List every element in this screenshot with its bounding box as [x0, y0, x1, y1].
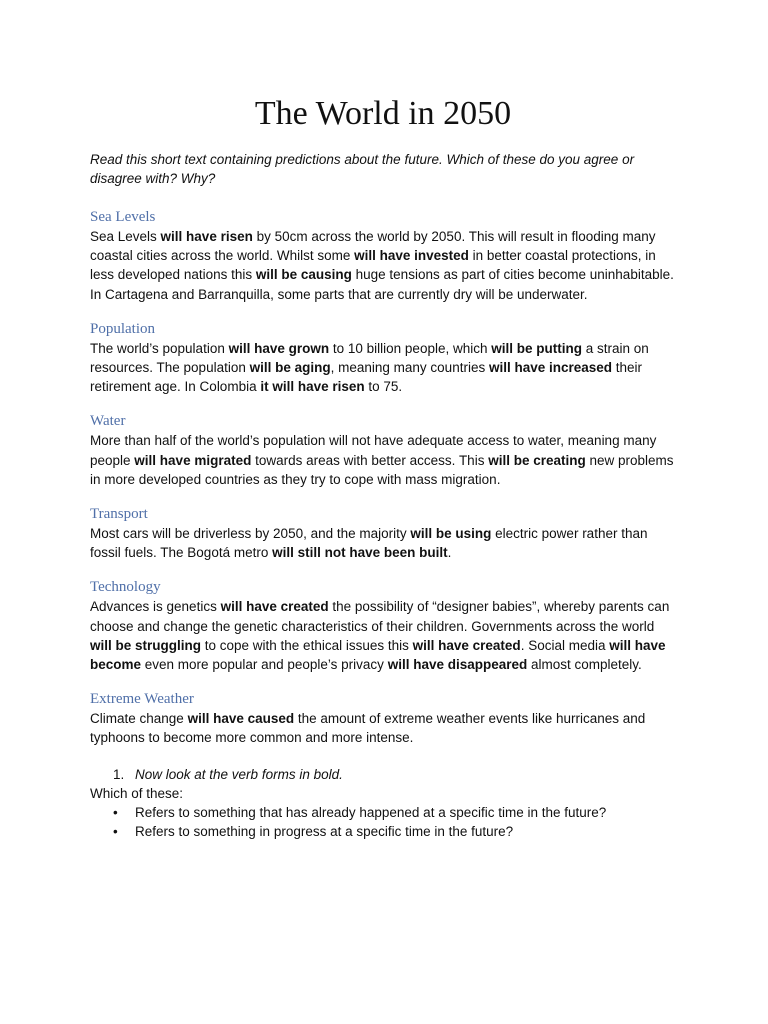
text-run: The world’s population — [90, 340, 229, 356]
section-paragraph — [90, 227, 676, 304]
text-run: Climate change — [90, 711, 188, 727]
text-run: to 10 billion people, which — [329, 340, 492, 356]
text-run: the amount of extreme weather events like hurricanes and typhoons to become more common and more intense. — [90, 711, 646, 746]
section-heading: Extreme Weather — [90, 691, 194, 708]
text-run: , meaning many countries — [330, 360, 489, 376]
bold-verb-form: will have increased — [488, 360, 613, 376]
bullet-icon: • — [113, 824, 118, 840]
text-run: almost completely. — [527, 657, 642, 673]
text-run: even more popular and people’s privacy — [141, 657, 388, 673]
bold-verb-form: it will have risen — [260, 379, 365, 395]
bold-verb-form: will still not have been built — [272, 545, 448, 561]
text-run: in better coastal protections, in less developed nations this — [90, 248, 656, 283]
text-run: Advances is genetics — [90, 599, 221, 615]
text-run: to 75. — [364, 379, 403, 395]
list-item-text: Refers to something in progress at a specific time in the future? — [135, 824, 514, 840]
text-run: to cope with the ethical issues this — [201, 637, 413, 653]
bold-verb-form: will have risen — [160, 229, 253, 244]
bold-verb-form: will have disappeared — [387, 657, 528, 673]
task-bullet-list — [90, 803, 676, 842]
text-run: the possibility of “designer babies”, whereby parents can choose and change the genetic characteristics of their children. Governments across the world — [90, 599, 670, 634]
section-heading: Sea Levels — [90, 209, 156, 225]
bold-verb-form: will have created — [412, 637, 521, 653]
section-paragraph — [90, 709, 676, 747]
list-item — [113, 822, 676, 842]
text-run: . — [447, 545, 452, 561]
bold-verb-form: will have grown — [228, 340, 330, 356]
task-which: Which of these: — [90, 785, 184, 801]
bold-verb-form: will have become — [90, 637, 666, 673]
text-run: electric power rather than fossil fuels. The Bogotá metro — [90, 526, 648, 561]
text-run: Most cars will be driverless by 2050, and the majority — [90, 526, 411, 542]
bold-verb-form: will be using — [410, 526, 492, 542]
section-extreme-weather — [90, 689, 676, 747]
section-paragraph — [90, 431, 676, 489]
bold-verb-form: will have migrated — [134, 452, 252, 468]
bullet-icon: • — [113, 804, 118, 820]
section-heading: Technology — [90, 579, 161, 596]
bold-verb-form: will have created — [220, 599, 329, 615]
task-instruction-text: Now look at the verb forms in bold. — [135, 766, 343, 782]
text-run: towards areas with better access. This — [251, 452, 489, 468]
bold-verb-form: will be putting — [491, 340, 582, 356]
text-run: by 50cm across the world by 2050. This will result in flooding many coastal cities across the world. Whilst some — [90, 229, 656, 264]
section-heading: Transport — [90, 506, 148, 523]
bold-verb-form: will have invested — [354, 248, 469, 264]
section-paragraph — [90, 597, 676, 674]
text-run: huge tensions as part of cities become uninhabitable. In Cartagena and Barranquilla, some parts that are currently dry will be underwater. — [90, 267, 674, 302]
task-instruction — [90, 765, 676, 784]
section-heading: Water — [90, 413, 126, 430]
section-paragraph — [90, 339, 676, 397]
list-item — [113, 803, 676, 823]
bold-verb-form: will be struggling — [90, 637, 201, 653]
intro-text: Read this short text containing predictions about the future. Which of these do you agree or disagree with? Why? — [90, 152, 635, 186]
bold-verb-form: will have caused — [187, 711, 295, 727]
section-transport — [90, 504, 676, 562]
section-water — [90, 411, 676, 489]
section-population — [90, 319, 676, 397]
section-sea-levels — [90, 207, 676, 304]
page-title: The World in 2050 — [254, 95, 512, 132]
task-number: 1. — [113, 766, 125, 782]
text-run: Sea Levels — [90, 229, 161, 244]
section-paragraph — [90, 524, 676, 562]
list-item-text: Refers to something that has already happened at a specific time in the future? — [135, 804, 607, 820]
bold-verb-form: will be creating — [488, 452, 586, 468]
section-technology — [90, 577, 676, 674]
bold-verb-form: will be aging — [249, 360, 331, 376]
text-run: . Social media — [520, 637, 610, 653]
section-heading: Population — [90, 320, 156, 337]
text-run: More than half of the world’s population will not have adequate access to water, meaning many people — [90, 433, 657, 468]
text-run: a strain on resources. The population — [90, 340, 649, 376]
text-run: new problems in more developed countries as they try to cope with mass migration. — [90, 452, 674, 487]
text-run: their retirement age. In Colombia — [90, 360, 643, 395]
bold-verb-form: will be causing — [255, 267, 352, 283]
